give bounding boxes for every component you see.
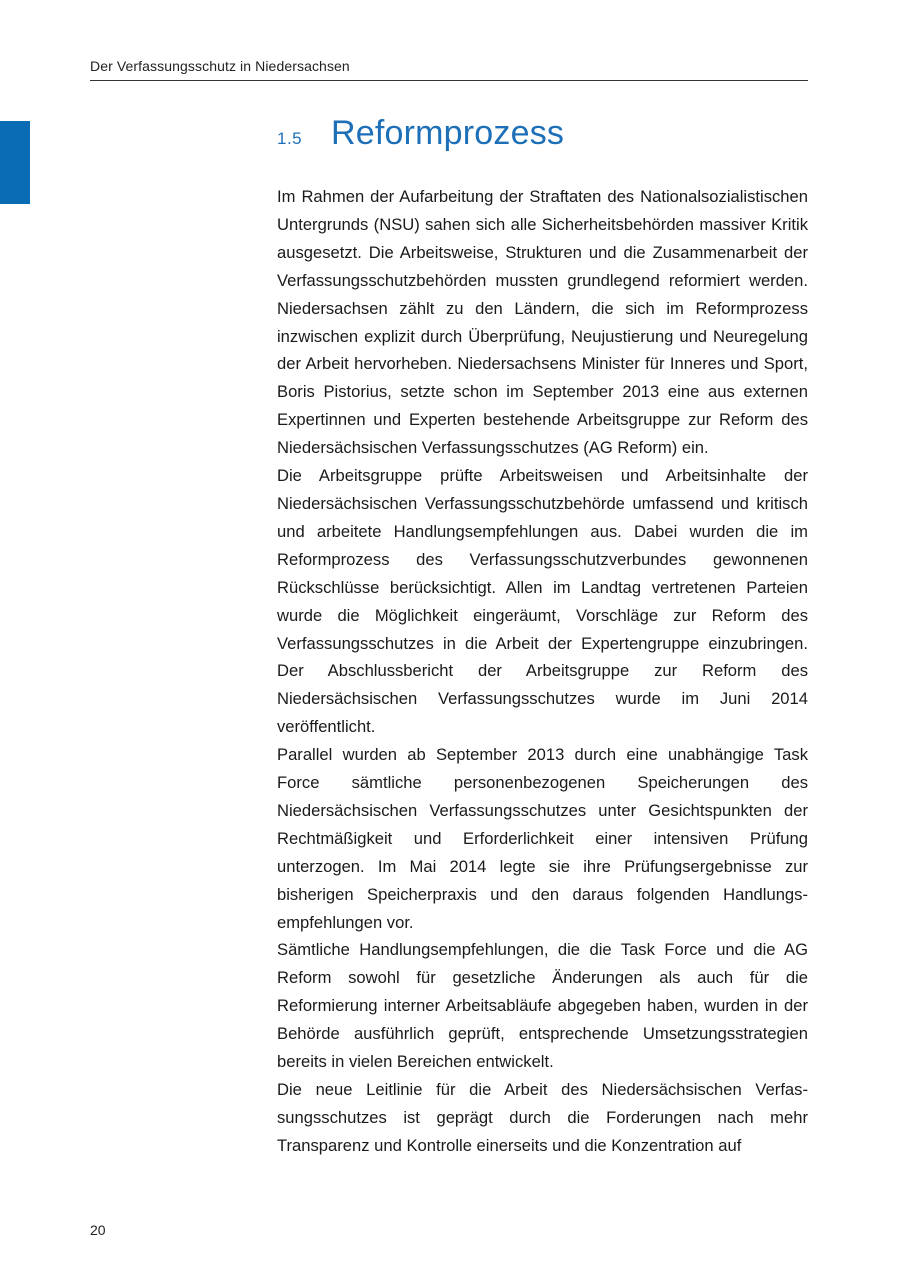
section-heading [277,114,564,153]
paragraph: Parallel wurden ab September 2013 durch eine unabhängige Task Force sämtliche personenbezogenen Speicherungen des Niedersächsischen Verfassungsschutzes unter Gesichtspunkten der Rechtmäßigkeit und Erforderlichkeit einer intensiven Prüfung unterzogen. Im Mai 2014 legte sie ihre Prüfungsergebnisse zur bisherigen Speicherpraxis und den daraus folgenden Handlungsempfehlungen vor. [277,745,808,932]
body-text [277,183,808,1160]
paragraph: Die Arbeitsgruppe prüfte Arbeitsweisen und Arbeitsinhalte der Niedersächsischen Verfassungsschutzbehörde umfassend und kritisch und arbeitete Handlungsempfehlungen aus. Dabei wurden die im Reformprozess des Verfassungsschutzverbundes gewonnenen Rückschlüsse berücksichtigt. Allen im Landtag vertretenen Parteien wurde die Möglichkeit eingeräumt, Vorschläge zur Reform des Verfassungsschutzes in die Arbeit der Expertengruppe einzubringen. Der Abschlussbericht der Arbeitsgruppe zur Reform des Niedersächsischen Verfassungsschutzes wurde im Juni 2014 veröffentlicht. [277,466,808,737]
running-header: Der Verfassungsschutz in Niedersachsen [90,58,350,74]
paragraph: Im Rahmen der Aufarbeitung der Straftaten des Nationalsozialistischen Untergrunds (NSU) sahen sich alle Sicherheitsbehörden massiver Kritik ausgesetzt. Die Arbeitsweise, Strukturen und die Zusammenarbeit der Verfassungsschutzbehörden mussten grundlegend reformiert werden. Niedersachsen zählt zu den Ländern, die sich im Reformprozess inzwischen explizit durch Überprüfung, Neujustierung und Neuregelung der Arbeit hervorheben. Niedersachsens Minister für Inneres und Sport, Boris Pistorius, setzte schon im September 2013 eine aus externen Expertinnen und Experten bestehende Arbeitsgruppe zur Reform des Niedersächsischen Verfassungsschutzes (AG Reform) ein. [277,187,808,458]
header-rule [90,80,808,81]
section-number: 1.5 [277,129,303,148]
paragraph: Sämtliche Handlungsempfehlungen, die die Task Force und die AG Reform sowohl für gesetzliche Änderungen als auch für die Reformierung interner Arbeitsabläufe abgegeben haben, wurden in der Behörde ausführlich geprüft, entsprechende Umsetzungsstrategien bereits in vielen Bereichen entwickelt. [277,940,808,1072]
section-title: Reformprozess [331,114,565,152]
page-number: 20 [90,1222,106,1238]
paragraph: Die neue Leitlinie für die Arbeit des Niedersächsischen Verfassungsschutzes ist geprägt durch die Forderungen nach mehr Transparenz und Kontrolle einerseits und die Konzentration auf [277,1080,808,1155]
chapter-marker-tab [0,121,30,204]
